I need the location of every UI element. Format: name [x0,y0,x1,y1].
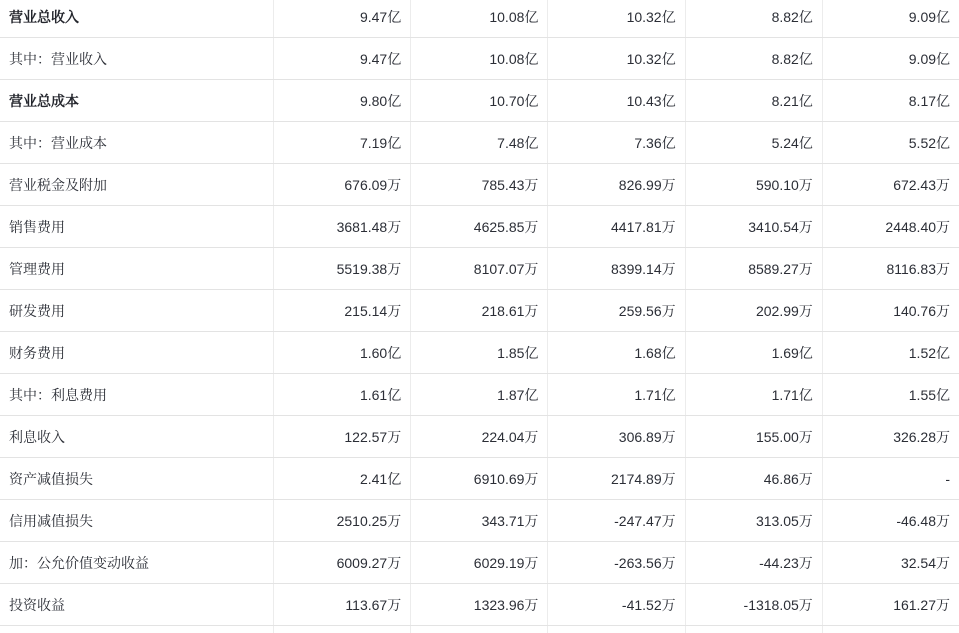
cell-value: 10.70亿 [411,80,548,121]
row-label: 利息收入 [0,416,274,457]
table-row [0,164,959,206]
cell-value: 3681.48万 [274,206,411,247]
cell-value: - [945,470,951,487]
cell-value: 1.60亿 [274,332,411,373]
cell-value: 218.61万 [411,290,548,331]
cell-value: 313.05万 [686,500,823,541]
cell-value: 1.61亿 [274,374,411,415]
cell-value: 590.10万 [686,164,823,205]
table-row [0,290,959,332]
cell-value: 259.56万 [548,290,685,331]
row-label: 其中：营业成本 [0,122,274,163]
table-row [0,80,959,122]
cell-value: 7.48亿 [411,122,548,163]
cell-value: 1.69亿 [686,332,823,373]
cell-value: 224.04万 [411,416,548,457]
cell-value: -41.52万 [548,584,685,625]
row-label: 营业税金及附加 [0,164,274,205]
cell-value: 2.41亿 [274,458,411,499]
cell-value: 7.36亿 [548,122,685,163]
cell-value: 161.27万 [893,596,951,613]
cell-value: 8.82亿 [686,38,823,79]
cell-value: 3410.54万 [686,206,823,247]
cell-value: 1.71亿 [686,374,823,415]
cell-value: 9.09亿 [908,8,951,25]
cell-value: 155.00万 [686,416,823,457]
cell-value: 672.43万 [893,176,951,193]
cell-value: -247.47万 [548,500,685,541]
row-label: 财务费用 [0,332,274,373]
row-label: 加：公允价值变动收益 [0,542,274,583]
cell-value: 9.47亿 [274,0,411,37]
cell-value: 4417.81万 [548,206,685,247]
table-row [0,122,959,164]
cell-value: 6029.19万 [411,542,548,583]
table-row [0,332,959,374]
cell-value: 5.52亿 [908,134,951,151]
cell-value: 5.24亿 [686,122,823,163]
table-row [0,542,959,584]
cell-value: 1.85亿 [411,332,548,373]
table-row [0,374,959,416]
cell-value: 785.43万 [411,164,548,205]
cell-value: 46.86万 [686,458,823,499]
cell-value: 1.71亿 [548,374,685,415]
table-row [0,0,959,38]
cell-value: 8107.07万 [411,248,548,289]
cell-value: 2448.40万 [885,218,951,235]
cell-value: -263.56万 [548,542,685,583]
cell-value: 2510.25万 [274,500,411,541]
row-label: 信用减值损失 [0,500,274,541]
cell-value: 8399.14万 [548,248,685,289]
cell-value: 32.54万 [900,554,951,571]
cell-value: -46.48万 [896,512,951,529]
row-label: 管理费用 [0,248,274,289]
cell-value [411,626,548,633]
row-label: 研发费用 [0,290,274,331]
cell-value: 202.99万 [686,290,823,331]
row-label: 其中：营业收入 [0,38,274,79]
cell-value: 8589.27万 [686,248,823,289]
row-label: 营业总收入 [0,0,274,37]
cell-value: 215.14万 [274,290,411,331]
cell-value: 4625.85万 [411,206,548,247]
cell-value: 10.32亿 [548,0,685,37]
cell-value: 306.89万 [548,416,685,457]
cell-value: 9.80亿 [274,80,411,121]
row-label: 投资收益 [0,584,274,625]
cell-value: 122.57万 [274,416,411,457]
cell-value: 1.68亿 [548,332,685,373]
cell-value: 8.21亿 [686,80,823,121]
cell-value: 8116.83万 [886,260,951,277]
cell-value: 10.43亿 [548,80,685,121]
cell-value: 9.47亿 [274,38,411,79]
table-row [0,458,959,500]
table-row [0,416,959,458]
row-label [0,626,274,633]
row-label: 营业总成本 [0,80,274,121]
cell-value: 10.08亿 [411,38,548,79]
cell-value: 7.19亿 [274,122,411,163]
cell-value: 1.55亿 [908,386,951,403]
cell-value: 8.17亿 [908,92,951,109]
table-row [0,248,959,290]
cell-value: 140.76万 [893,302,951,319]
cell-value: 10.32亿 [548,38,685,79]
cell-value: -1318.05万 [686,584,823,625]
cell-value: 826.99万 [548,164,685,205]
cell-value: 6009.27万 [274,542,411,583]
row-label: 销售费用 [0,206,274,247]
cell-value: 2174.89万 [548,458,685,499]
cell-value: 6910.69万 [411,458,548,499]
row-label: 其中：利息费用 [0,374,274,415]
table-row [0,500,959,542]
cell-value [823,626,959,633]
cell-value: 113.67万 [274,584,411,625]
cell-value: -44.23万 [686,542,823,583]
cell-value [274,626,411,633]
cell-value: 9.09亿 [908,50,951,67]
cell-value: 10.08亿 [411,0,548,37]
table-row [0,626,959,633]
table-row [0,206,959,248]
cell-value: 8.82亿 [686,0,823,37]
cell-value: 326.28万 [893,428,951,445]
row-label: 资产减值损失 [0,458,274,499]
cell-value: 343.71万 [411,500,548,541]
cell-value: 1.52亿 [908,344,951,361]
table-row [0,38,959,80]
table-row [0,584,959,626]
cell-value: 1.87亿 [411,374,548,415]
cell-value: 676.09万 [274,164,411,205]
cell-value: 1323.96万 [411,584,548,625]
cell-value [548,626,685,633]
cell-value: 5519.38万 [274,248,411,289]
cell-value [686,626,823,633]
